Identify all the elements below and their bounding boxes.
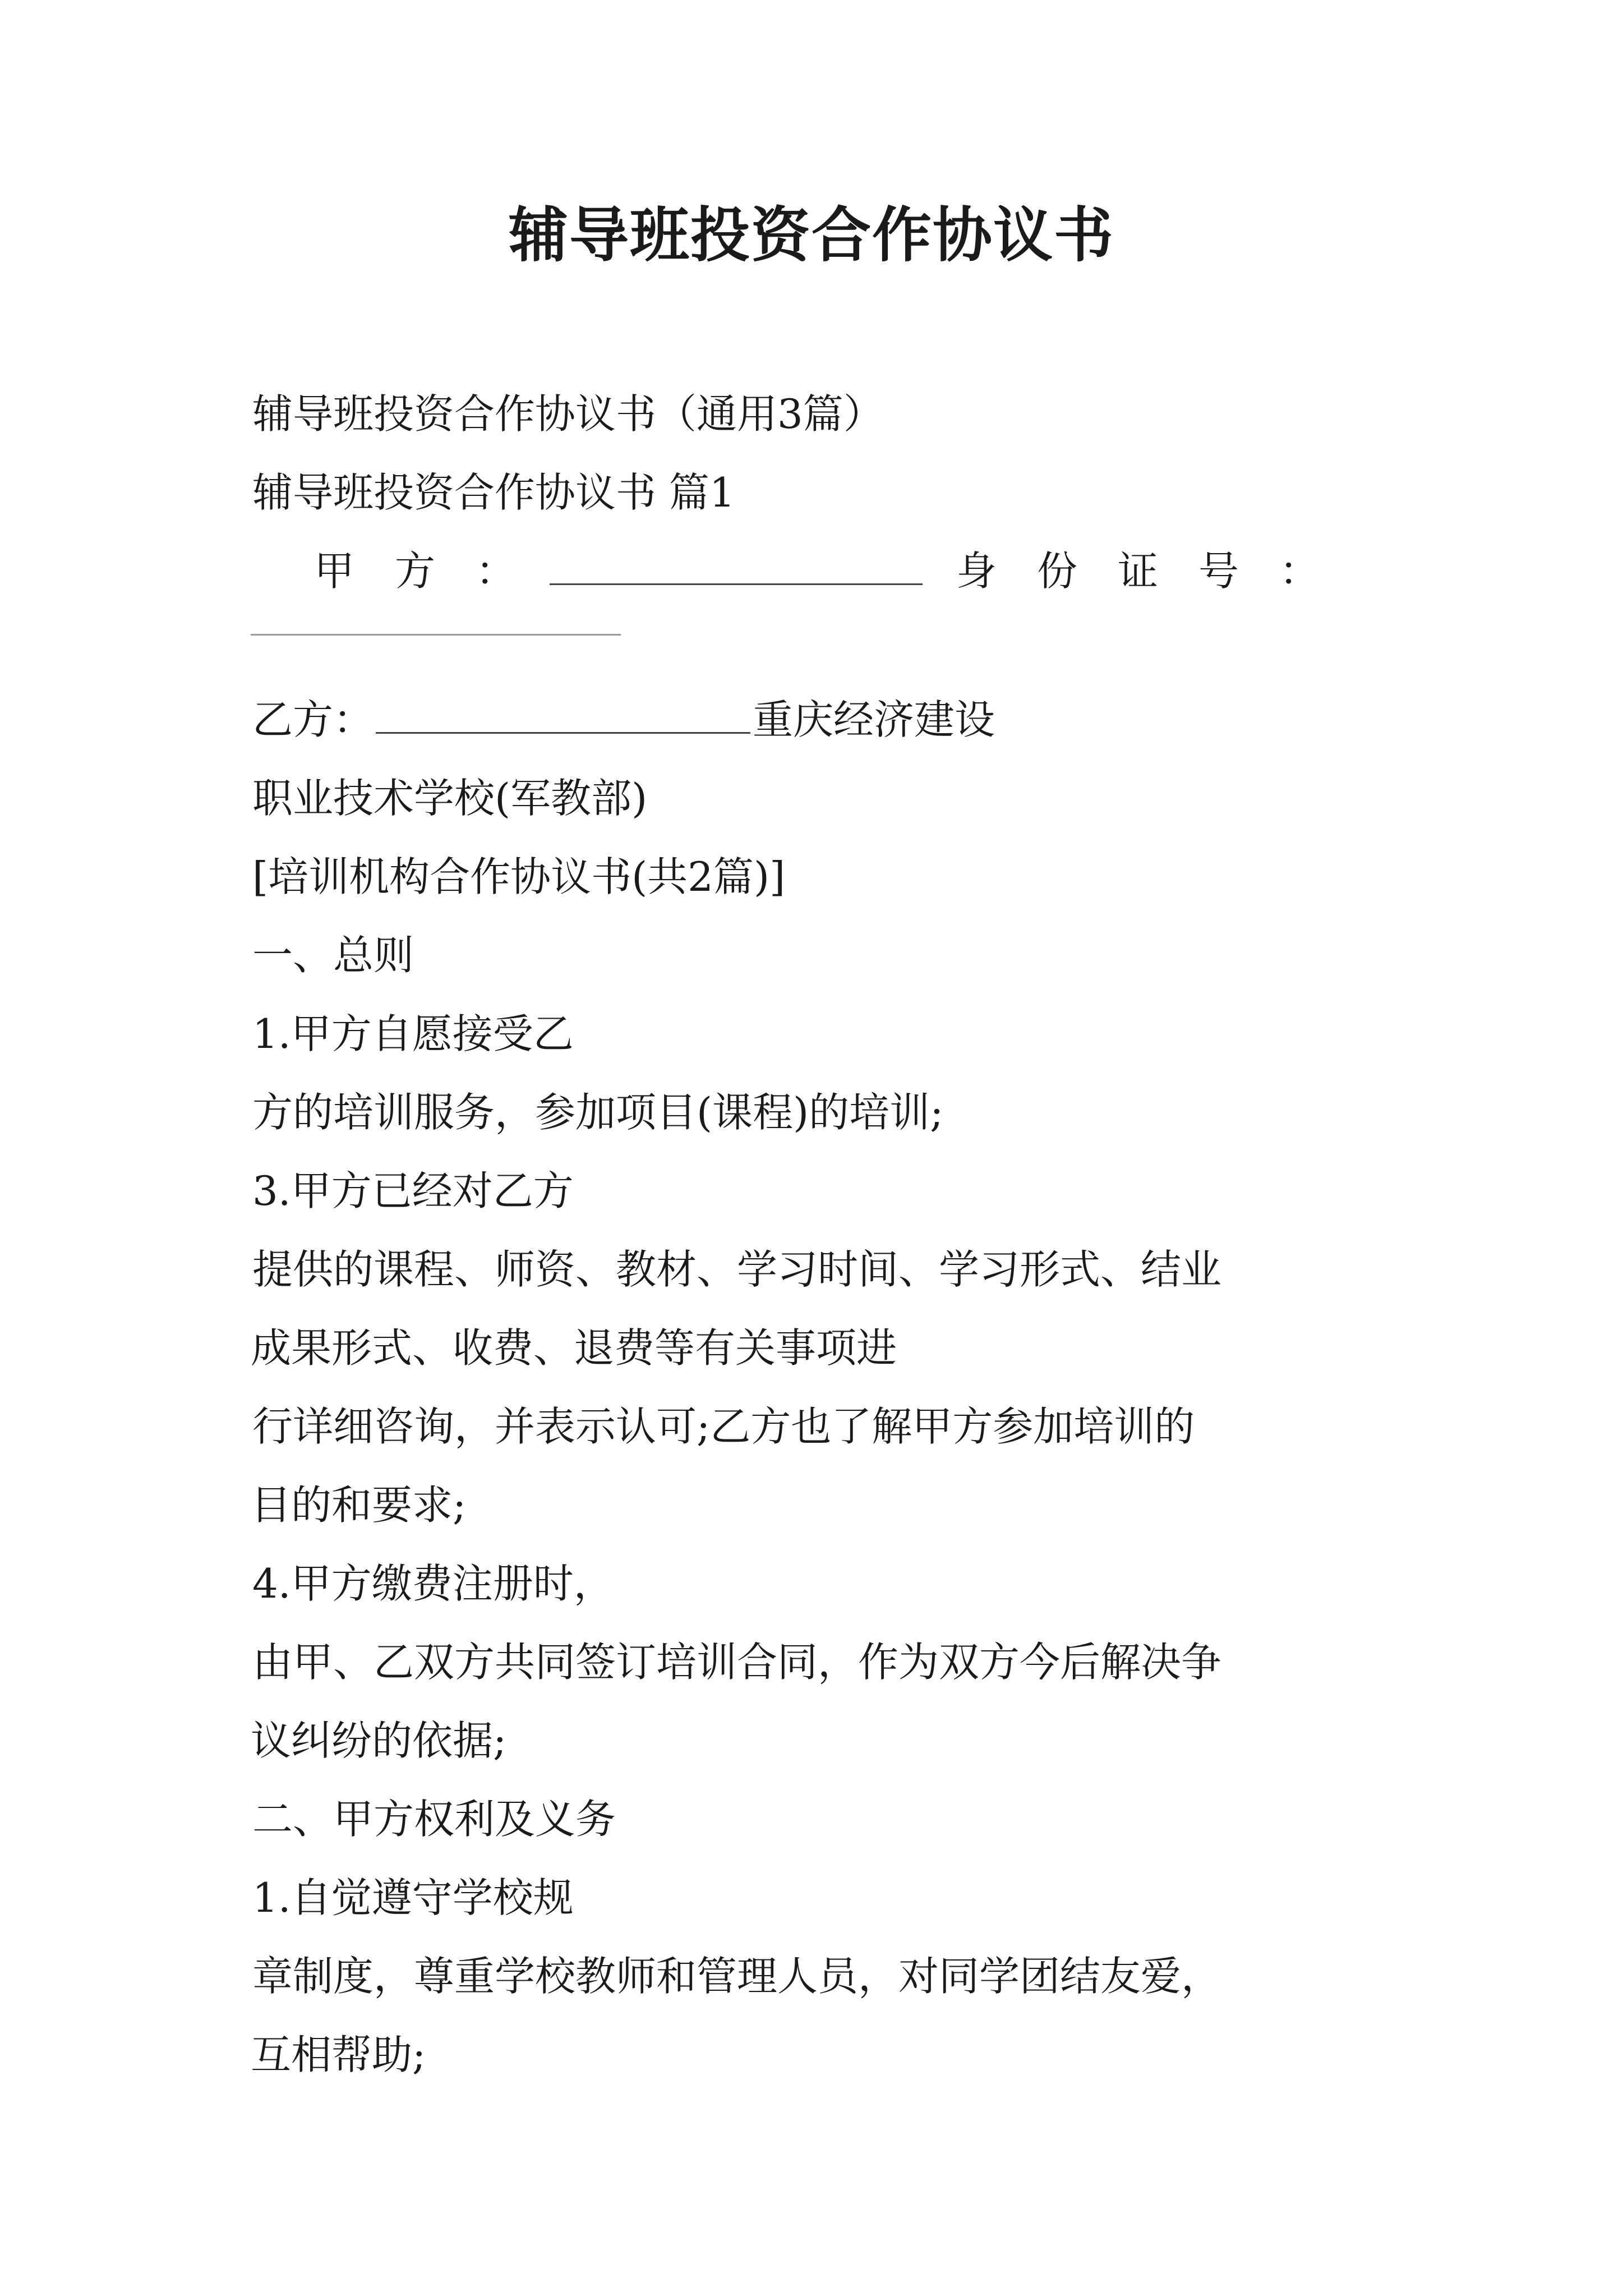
paragraph-line: 成果形式、收费、退费等有关事项进	[251, 1324, 897, 1372]
paragraph-line: 1.自觉遵守学校规	[252, 1874, 574, 1921]
party-a-blank	[550, 550, 923, 585]
paragraph-line: 方的培训服务，参加项目(课程)的培训;	[252, 1089, 944, 1136]
party-a-label: 甲 方 ：	[314, 547, 517, 595]
party-b-label: 乙方：	[252, 696, 374, 743]
party-b-suffix: 重庆经济建设	[753, 696, 995, 743]
subtitle: 辅导班投资合作协议书（通用3篇）	[252, 390, 884, 438]
paragraph-line: 二、甲方权利及义务	[252, 1796, 616, 1843]
paragraph-line: 4.甲方缴费注册时，	[252, 1560, 614, 1607]
party-a-line	[314, 544, 1320, 598]
party-b-line	[252, 693, 995, 747]
paragraph-line: 1.甲方自愿接受乙	[252, 1010, 574, 1057]
document-title: 辅导班投资合作协议书	[509, 201, 1114, 270]
paragraph-line: 行详细咨询，并表示认可;乙方也了解甲方参加培训的	[252, 1403, 1195, 1450]
paragraph-line: 由甲、乙双方共同签订培训合同，作为双方今后解决争	[252, 1639, 1222, 1686]
paragraph-line: 目的和要求;	[251, 1481, 467, 1529]
id-number-label: 身 份 证 号 ：	[956, 547, 1320, 595]
paragraph-line: 议纠纷的依据;	[251, 1717, 507, 1764]
section-heading: 辅导班投资合作协议书 篇1	[252, 469, 735, 516]
paragraph-line: 互相帮助;	[251, 2031, 426, 2078]
id-number-blank	[251, 634, 621, 636]
paragraph-line: [培训机构合作协议书(共2篇)]	[252, 853, 786, 900]
paragraph-line: 章制度，尊重学校教师和管理人员，对同学团结友爱，	[252, 1953, 1222, 2000]
paragraph-line: 3.甲方已经对乙方	[252, 1167, 574, 1214]
paragraph-line: 提供的课程、师资、教材、学习时间、学习形式、结业	[252, 1246, 1222, 1293]
paragraph-line: 职业技术学校(军教部)	[252, 775, 648, 822]
paragraph-line: 一、总则	[252, 932, 414, 979]
party-b-blank	[376, 698, 750, 734]
